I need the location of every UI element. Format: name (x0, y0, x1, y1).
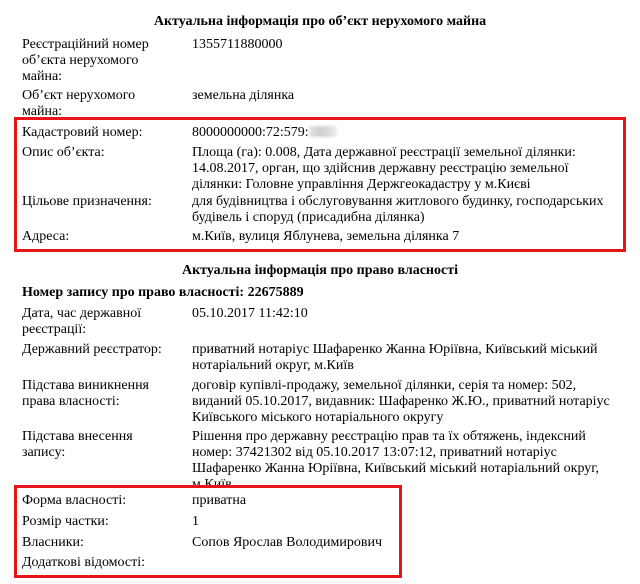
label-address: Адреса: (22, 229, 70, 244)
value-purpose: для будівництва і обслуговування житлового будинку, господарських будівель і споруд (присадибна ділянка) (192, 194, 604, 225)
label-registration-number: Реєстраційний номер об’єкта нерухомого майна: (22, 37, 149, 84)
cadastral-number-text: 8000000000:72:579: (192, 125, 309, 140)
label-object-description: Опис об’єкта: (22, 145, 105, 160)
label-object-type: Об’єкт нерухомого майна: (22, 88, 136, 119)
label-purpose: Цільове призначення: (22, 194, 152, 209)
label-ownership-form: Форма власності: (22, 493, 127, 508)
label-entry-basis: Підстава внесення запису: (22, 429, 133, 460)
value-object-description: Площа (га): 0.008, Дата державної реєстрації земельної ділянки: 14.08.2017, орган, що здійснив державну реєстрацію земельної ділянки: Головне управління Держгеокадастру у м.Києві (192, 145, 576, 192)
value-object-type: земельна ділянка (192, 88, 295, 103)
label-registration-datetime: Дата, час державної реєстрації: (22, 306, 142, 337)
value-cadastral-number (192, 125, 622, 141)
value-registration-number: 1355711880000 (192, 37, 283, 52)
value-owners: Сопов Ярослав Володимирович (192, 535, 382, 550)
label-cadastral-number: Кадастровий номер: (22, 125, 143, 140)
label-ownership-basis: Підстава виникнення права власності: (22, 378, 149, 409)
redacted-blur (309, 126, 337, 137)
object-section-title: Актуальна інформація про об’єкт нерухомого майна (153, 14, 487, 29)
label-additional-info: Додаткові відомості: (22, 555, 146, 570)
value-state-registrar: приватний нотаріус Шафаренко Жанна Юріївна, Київський міський нотаріальний округ, м.Київ (192, 342, 598, 373)
ownership-record-number: Номер запису про право власності: 22675889 (22, 285, 304, 300)
value-address: м.Київ, вулиця Яблунева, земельна ділянка 7 (192, 229, 460, 244)
value-share-size: 1 (192, 514, 199, 529)
label-owners: Власники: (22, 535, 84, 550)
ownership-section-title: Актуальна інформація про право власності (182, 263, 458, 278)
value-registration-datetime: 05.10.2017 11:42:10 (192, 306, 308, 321)
value-ownership-basis: договір купівлі-продажу, земельної ділянки, серія та номер: 502, виданий 05.10.2017, видавник: Шафаренко Ж.Ю., приватний нотаріус Київського міського нотаріального округу (192, 378, 610, 425)
label-state-registrar: Державний реєстратор: (22, 342, 162, 357)
label-share-size: Розмір частки: (22, 514, 109, 529)
value-ownership-form: приватна (192, 493, 247, 508)
value-entry-basis: Рішення про державну реєстрацію прав та їх обтяжень, індексний номер: 37421302 від 05.10.2017 13:07:12, приватний нотаріус Шафаренко Жанна Юріївна, Київський міський нотаріальний округ, м.Київ (192, 429, 599, 492)
